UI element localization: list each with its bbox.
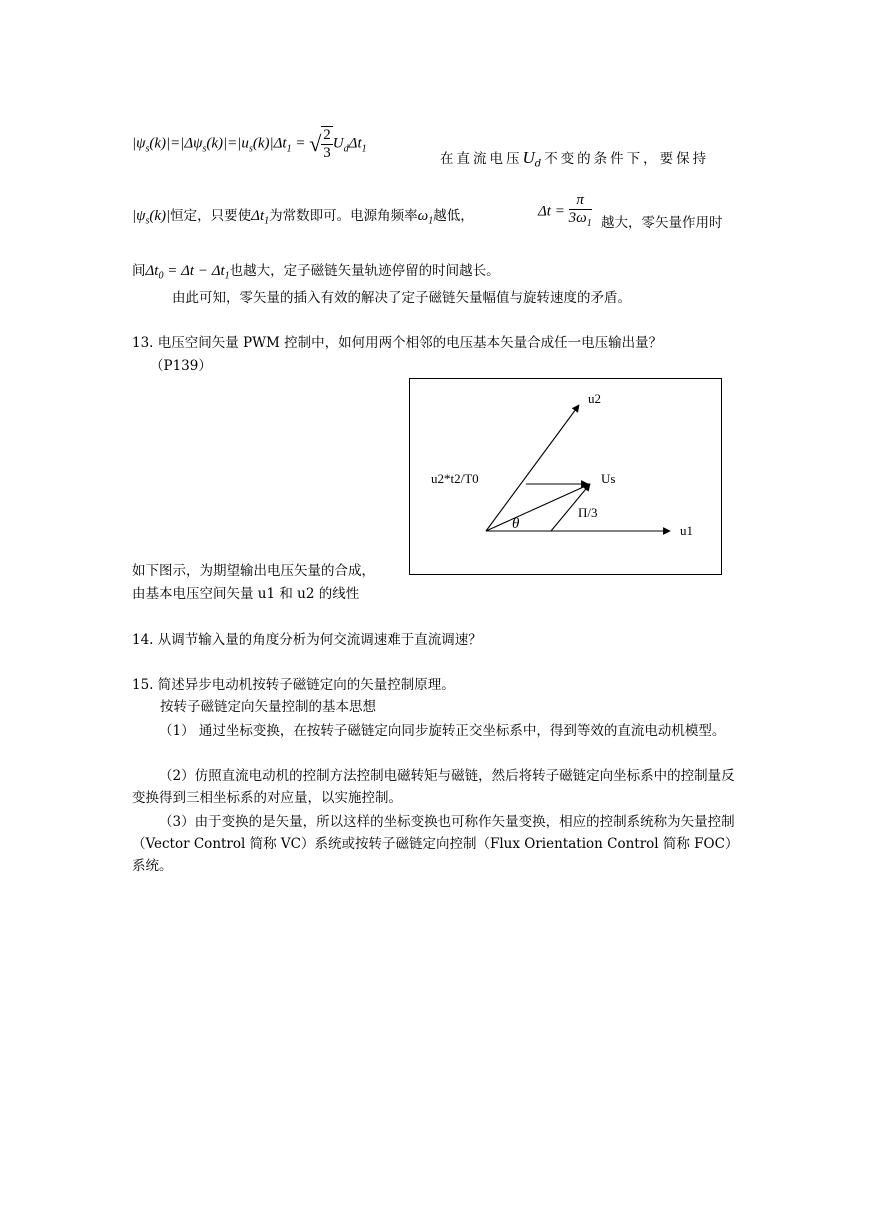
line2-dt-eq: [538, 192, 592, 232]
formula-u-rest: (k)|Δt: [252, 135, 287, 152]
line2-t1: 恒定，只要使: [170, 208, 252, 224]
label-u2: u2: [588, 391, 601, 406]
label-u2t2: u2*t2/T0: [431, 471, 479, 486]
line1-text: [440, 148, 709, 175]
formula-u-sub: s: [248, 143, 253, 155]
q15-p2: （2）仿照直流电动机的控制方法控制电磁转矩与磁链，然后将转子磁链定向坐标系中的控制量反变换得到三相坐标系的对应量，以实施控制。: [132, 768, 735, 806]
line1-part2: 不变的条件下，要保持: [544, 151, 710, 167]
q15-title: 15. 简述异步电动机按转子磁链定向的矢量控制原理。: [132, 677, 455, 693]
label-u1: u1: [680, 523, 693, 538]
q13-caption1: 如下图示，为期望输出电压矢量的合成，: [132, 563, 375, 579]
line2-end: 越大，零矢量作用时: [601, 215, 723, 231]
line3-dt0-sub: 0: [158, 270, 164, 282]
line2-omega: ω: [417, 208, 429, 224]
u2-vector: [486, 405, 579, 531]
line1-ud: U: [522, 148, 535, 167]
label-us: Us: [601, 471, 616, 486]
label-pi3: Π/3: [578, 505, 598, 520]
line2-dt-eq-lhs: Δt =: [538, 203, 565, 220]
q13-caption2: 由基本电压空间矢量 u1 和 u2 的线性: [132, 586, 360, 602]
line3-eq-sub: 1: [224, 270, 230, 282]
formula-mid-sub: s: [202, 143, 207, 155]
sqrt-denominator: 3: [323, 145, 331, 161]
q13-title: 13. 电压空间矢量 PWM 控制中，如何用两个相邻的电压基本矢量合成任一电压输出量？: [132, 335, 663, 351]
formula-dt: Δt: [348, 135, 362, 152]
q15-p1: （1） 通过坐标变换，在按转子磁链定向同步旋转正交坐标系中，得到等效的直流电动机模型。: [159, 723, 726, 739]
formula-mid-rest: (k)|=|u: [206, 135, 249, 152]
line2-psi: |ψ: [132, 208, 146, 224]
line1-part1: 在直流电压: [440, 151, 523, 167]
formula-dt-sub: 1: [361, 143, 367, 155]
vector-diagram: [409, 378, 723, 576]
line2-fraction: [569, 192, 592, 232]
q15-p3: （3）由于变换的是矢量，所以这样的坐标变换也可称作矢量变换，相应的控制系统称为矢量控制（Vector Control 简称 VC）系统或按转子磁链定向控制（Flux Orientation Control 简称 FOC）系统。: [132, 814, 735, 874]
line2-frac-den-text: 3ω: [568, 210, 587, 226]
formula-ud: U: [332, 135, 344, 152]
conclusion: 由此可知，零矢量的插入有效的解决了定子磁链矢量幅值与旋转速度的矛盾。: [172, 290, 631, 306]
formula-ud-sub: d: [343, 143, 349, 155]
line3-t2: 也越大，定子磁链矢量轨迹停留的时间越长。: [229, 263, 500, 279]
formula-psi-lhs-sub: s: [145, 143, 150, 155]
line3-dt0: Δt: [145, 263, 159, 279]
line2-frac-den-sub: 1: [586, 218, 592, 229]
q14-title: 14. 从调节输入量的角度分析为何交流调速难于直流调速？: [132, 632, 482, 648]
line2-dt1: Δt: [251, 208, 265, 224]
line2: [132, 206, 474, 232]
label-theta: θ: [512, 516, 520, 532]
us-vector: [486, 484, 590, 531]
sqrt-numerator: 2: [323, 127, 331, 143]
line2-dt1-sub: 1: [264, 215, 270, 227]
formula-psi-lhs: |ψ: [132, 135, 146, 152]
q13-ref: （P139）: [150, 358, 212, 374]
line2-omega-sub: 1: [428, 215, 434, 227]
line2-frac-num: π: [569, 192, 592, 210]
line2-frac-den: [569, 210, 592, 232]
line2-psi-sub: s: [145, 215, 150, 227]
formula-psi: [132, 126, 367, 162]
sqrt-fraction: [321, 126, 333, 162]
formula-t-sub: 1: [286, 143, 292, 155]
sqrt-symbol: √: [309, 131, 322, 156]
line3-eq: = Δt − Δt: [163, 263, 225, 279]
formula-eq: =: [295, 135, 306, 152]
line1-ud-sub: d: [534, 158, 545, 170]
line2-t3: 越低，: [433, 208, 474, 224]
line3: [132, 261, 500, 287]
q15-subtitle: 按转子磁链定向矢量控制的基本思想: [160, 699, 376, 715]
line3-t1: 间: [132, 263, 146, 279]
line2-psi-rest: (k)|: [149, 208, 171, 224]
line2-t2: 为常数即可。电源角频率: [269, 208, 418, 224]
formula-psi-lhs-rest: (k)|=|Δψ: [149, 135, 203, 152]
